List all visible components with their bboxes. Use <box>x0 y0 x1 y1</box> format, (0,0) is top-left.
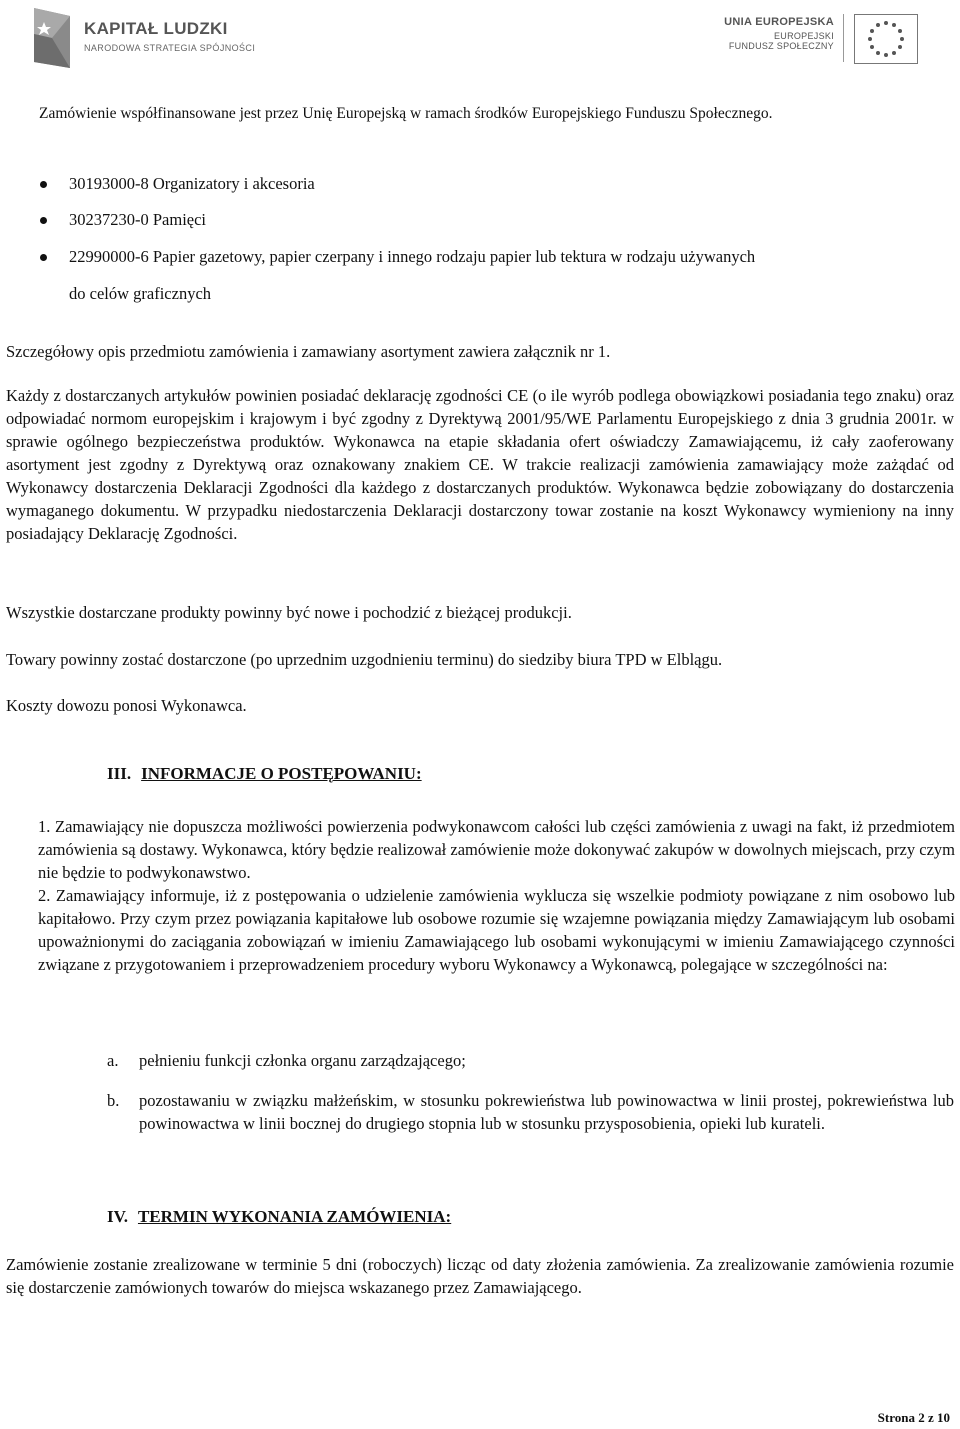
eu-efs-logo <box>724 10 924 70</box>
cpv-item-2: 30237230-0 Pamięci <box>69 210 207 229</box>
cpv-item-3: 22990000-6 Papier gazetowy, papier czerpany i innego rodzaju papier lub tektura w rodzaju używanych <box>69 247 756 266</box>
eu-logo-line2: EUROPEJSKI <box>773 31 834 41</box>
paragraph-delivery-cost: Koszty dowozu ponosi Wykonawca. <box>6 696 247 715</box>
section-4-text: Zamówienie zostanie zrealizowane w terminie 5 dni (roboczych) licząc od daty złożenia zamówienia. Za zrealizowanie zamówienia rozumie się dostarczenie zamówionych towarów do miejsca wskazanego przez Zamawiającego. <box>6 1255 954 1297</box>
sub-item-b-label: b. <box>107 1091 120 1110</box>
eu-logo-line3: FUNDUSZ SPOŁECZNY <box>728 41 834 51</box>
eu-logo-text <box>724 16 834 51</box>
section-3-item-2: 2. Zamawiający informuje, iż z postępowania o udzielenie zamówienia wyklucza się wszelkie podmioty powiązane z nim osobowo lub kapitałowo. Przy czym przez powiązania kapitałowe lub osobowe rozumie się wzajemne powiązania między Zamawiającym lub osobami upoważnionymi do zaciągania zobowiązań w imieniu Zamawiającego lub osobami wykonującymi w imieniu Zamawiającego czynności związane z przygotowaniem i przeprowadzeniem procedury wyboru Wykonawcy a Wykonawcą, polegające w szczególności na: <box>38 886 955 974</box>
sub-item-a-label: a. <box>107 1051 119 1070</box>
section-3-heading <box>107 764 422 784</box>
kapital-ludzki-logo <box>30 6 256 76</box>
kapital-ludzki-title: KAPITAŁ LUDZKI <box>84 19 228 38</box>
paragraph-new-products: Wszystkie dostarczane produkty powinny być nowe i pochodzić z bieżącej produkcji. <box>6 603 572 622</box>
section-4-title: TERMIN WYKONANIA ZAMÓWIENIA: <box>137 1207 452 1226</box>
paragraph-delivery-location: Towary powinny zostać dostarczone (po uprzednim uzgodnieniu terminu) do siedziby biura TPD w Elblągu. <box>6 650 723 669</box>
bullet-dot <box>40 217 47 224</box>
bullet-dot <box>40 254 47 261</box>
eu-logo-divider <box>843 14 844 62</box>
paragraph-ce-declaration: Każdy z dostarczanych artykułów powinien posiadać deklarację zgodności CE (o ile wyrób podlega obowiązkowi posiadania tego znaku) oraz odpowiadać normom europejskim i krajowym i być zgodny z Dyrektywą 2001/95/WE Parlamentu Europejskiego z dnia 3 grudnia 2001r. w sprawie ogólnego bezpieczeństwa produktów. Wykonawca na etapie składania ofert oświadczy Zamawiającemu, iż cały zaoferowany asortyment jest zgodny z Dyrektywą oraz oznakowany znakiem CE. W trakcie realizacji zamówienia zamawiający może zażądać od Wykonawcy dostarczenia Deklaracji Zgodności dla każdego z dostarczanych produktów. Wykonawca będzie zobowiązany do dostarczenia wymaganego dokumentu. W przypadku niedostarczenia Deklaracji dostarczony towar zostanie na koszt Wykonawcy wymieniony na inny posiadający Deklarację Zgodności. <box>6 386 954 543</box>
sub-item-b: pozostawaniu w związku małżeńskim, w stosunku pokrewieństwa lub powinowactwa w linii prostej, pokrewieństwa lub powinowactwa w linii bocznej do drugiego stopnia lub w stosunku przysposobienia, opieki lub kurateli. <box>139 1091 954 1133</box>
bullet-dot <box>40 181 47 188</box>
kapital-ludzki-flag-icon <box>30 6 76 72</box>
section-3-title: INFORMACJE O POSTĘPOWANIU: <box>141 764 422 783</box>
cpv-item-1: 30193000-8 Organizatory i akcesoria <box>69 174 315 193</box>
sub-item-a: pełnieniu funkcji członka organu zarządzającego; <box>139 1051 466 1070</box>
paragraph-detailed-description: Szczegółowy opis przedmiotu zamówienia i zamawiany asortyment zawiera załącznik nr 1. <box>6 342 611 361</box>
cofinancing-note: Zamówienie współfinansowane jest przez Unię Europejską w ramach środków Europejskiego Funduszu Społecznego. <box>39 105 773 122</box>
eu-logo-line1: UNIA EUROPEJSKA <box>724 16 834 28</box>
kapital-ludzki-subtitle: NARODOWA STRATEGIA SPÓJNOŚCI <box>84 43 256 53</box>
section-3-item-1: 1. Zamawiający nie dopuszcza możliwości powierzenia podwykonawcom całości lub części zamówienia z uwagi na fakt, iż przedmiotem zamówienia są dostawy. Wykonawca, który będzie realizował zamówienie może dokonywać zakupów w dowolnych miejscach, przy czym nie będzie to podwykonawstwo. <box>38 817 955 882</box>
section-3-number: III. <box>107 764 132 783</box>
section-4-number: IV. <box>107 1207 128 1226</box>
section-4-heading <box>107 1207 451 1227</box>
eu-stars-flag-icon <box>854 14 918 64</box>
cpv-item-3-continuation: do celów graficznych <box>69 284 212 303</box>
page-number: Strona 2 z 10 <box>877 1410 950 1425</box>
